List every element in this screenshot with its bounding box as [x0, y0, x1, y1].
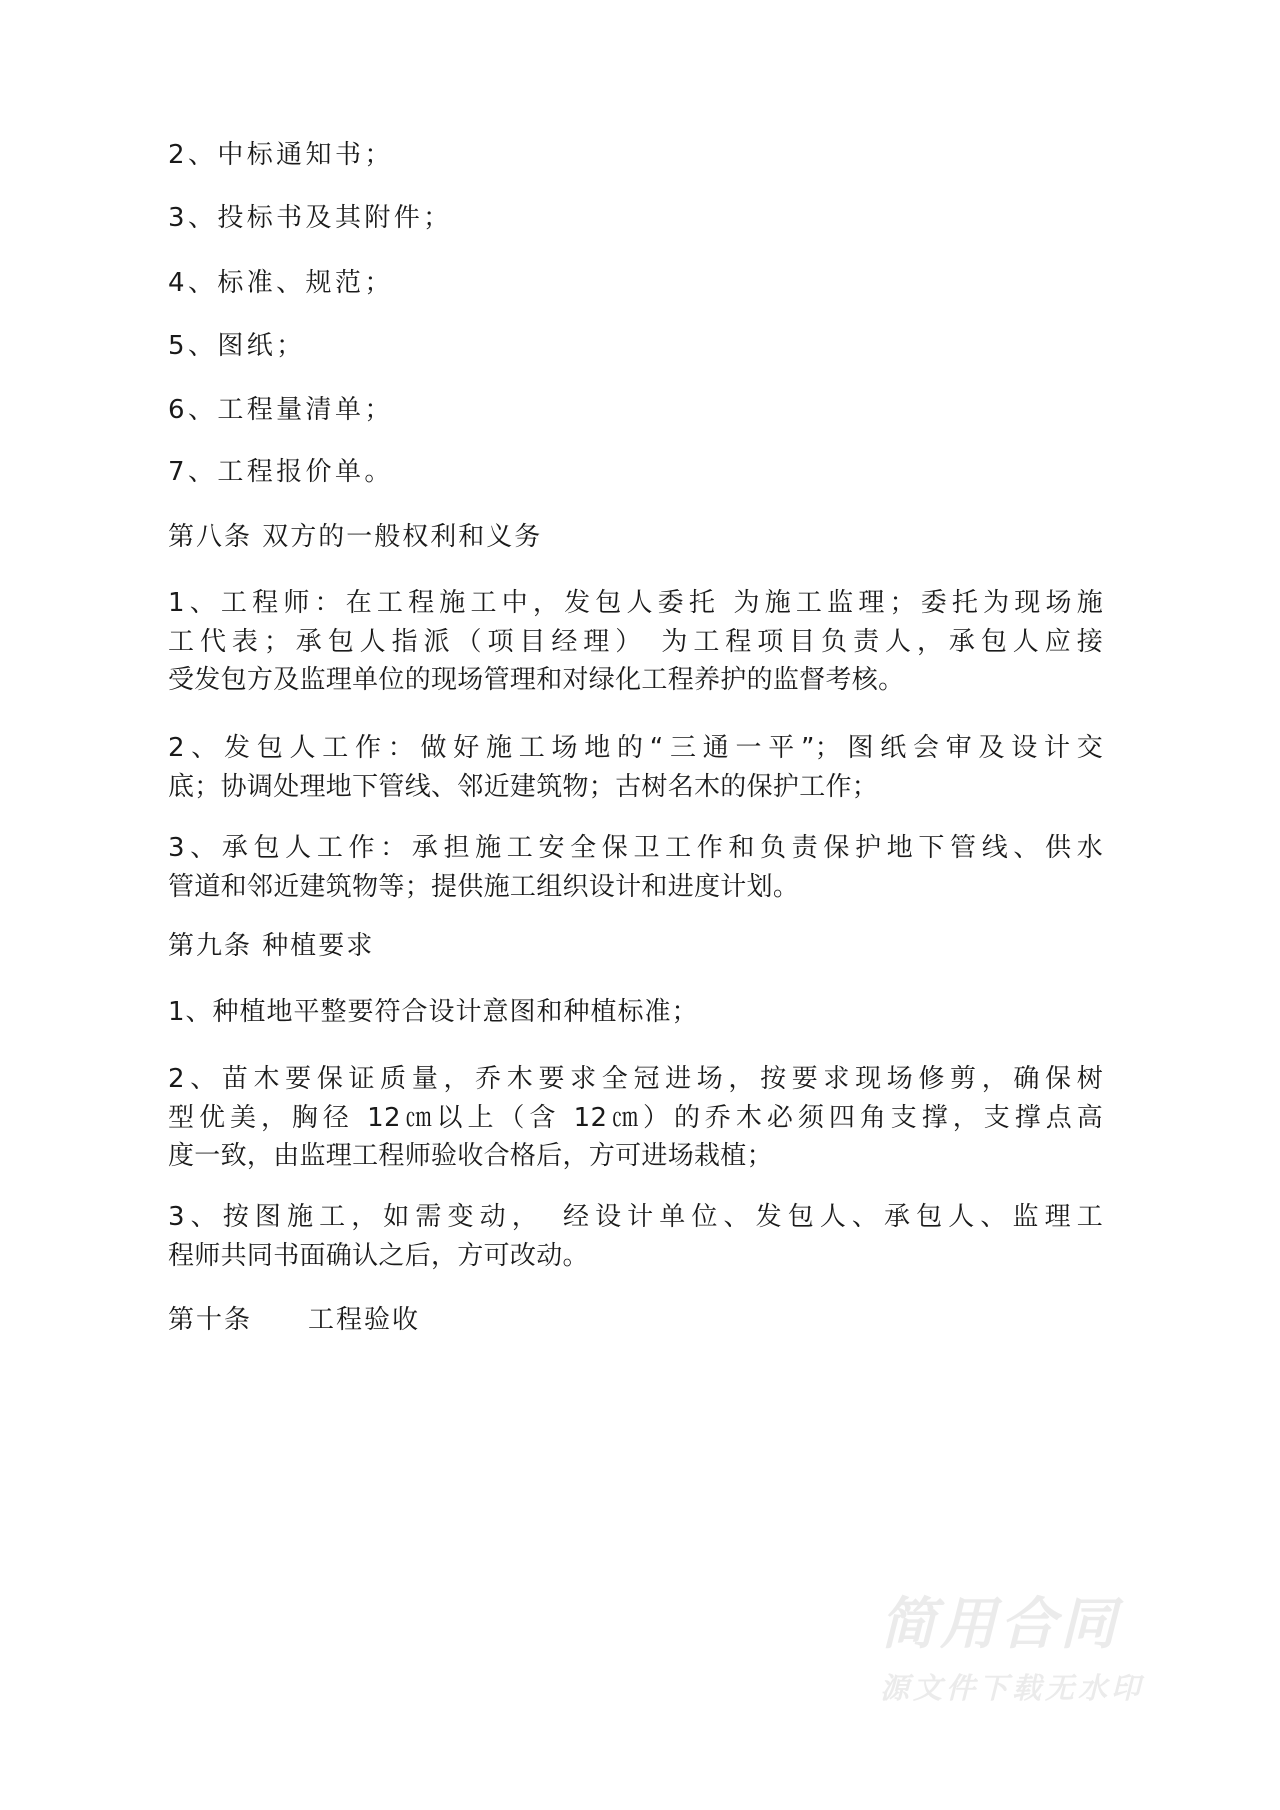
paragraph-line: 管道和邻近建筑物等；提供施工组织设计和进度计划。 — [168, 871, 800, 902]
list-item-quotation: 7、工程报价单。 — [168, 457, 394, 487]
paragraph-line: 3、按图施工，如需变动， 经设计单位、发包人、承包人、监理工 — [168, 1202, 1103, 1232]
article-8-clause-2 — [168, 729, 1103, 806]
paragraph-line: 底；协调处理地下管线、邻近建筑物；古树名木的保护工作； — [168, 771, 879, 802]
paragraph-line: 受发包方及监理单位的现场管理和对绿化工程养护的监督考核。 — [168, 665, 905, 695]
paragraph-line: 1、工程师：在工程施工中，发包人委托 为施工监理；委托为现场施 — [168, 588, 1103, 618]
article-9-clause-3 — [168, 1198, 1103, 1275]
paragraph-line: 2、发包人工作：做好施工场地的“三通一平”；图纸会审及设计交 — [168, 733, 1103, 763]
list-item-bill-of-quantities: 6、工程量清单； — [168, 395, 394, 425]
watermark — [880, 1590, 1210, 1708]
article-8-heading: 第八条 双方的一般权利和义务 — [168, 522, 543, 552]
article-10-heading: 第十条 工程验收 — [168, 1305, 421, 1335]
paragraph-line: 度一致，由监理工程师验收合格后，方可进场栽植； — [168, 1141, 773, 1171]
article-9-clause-2 — [168, 1060, 1103, 1176]
paragraph-line: 2、苗木要保证质量，乔木要求全冠进场，按要求现场修剪，确保树 — [168, 1064, 1103, 1094]
article-8-clause-1 — [168, 584, 1103, 700]
list-item-standards: 4、标准、规范； — [168, 268, 394, 298]
watermark-title: 简用合同 — [880, 1592, 1120, 1657]
paragraph-line: 3、承包人工作：承担施工安全保卫工作和负责保护地下管线、供水 — [168, 833, 1103, 863]
list-item-bid-notice: 2、中标通知书； — [168, 140, 394, 170]
article-8-clause-3 — [168, 829, 1103, 906]
paragraph-line: 型优美，胸径 12㎝以上（含 12㎝）的乔木必须四角支撑，支撑点高 — [168, 1102, 1103, 1133]
article-9-clause-1: 1、种植地平整要符合设计意图和种植标准； — [168, 997, 699, 1027]
list-item-tender-documents: 3、投标书及其附件； — [168, 203, 453, 233]
paragraph-line: 程师共同书面确认之后，方可改动。 — [168, 1240, 589, 1271]
article-9-heading: 第九条 种植要求 — [168, 931, 375, 961]
watermark-subtitle: 源文件下载无水印 — [880, 1671, 1145, 1705]
list-item-drawings: 5、图纸； — [168, 331, 306, 361]
paragraph-line: 工代表；承包人指派（项目经理） 为工程项目负责人，承包人应接 — [168, 626, 1103, 657]
